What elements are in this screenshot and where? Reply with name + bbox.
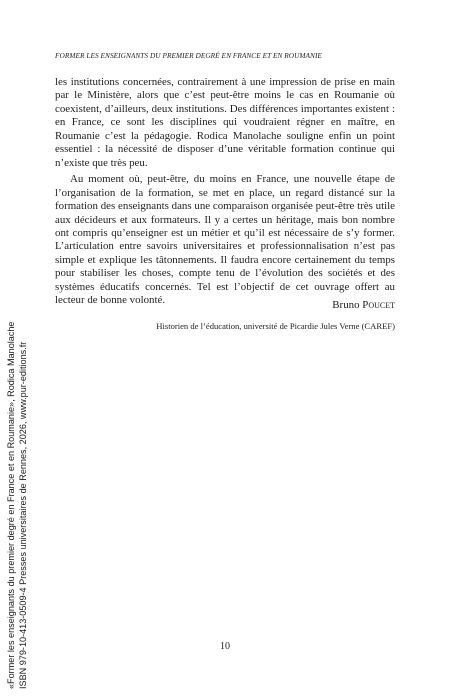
- copyright-notice: [6, 322, 29, 690]
- paragraph-2: Au moment où, peut-être, du moins en France, une nouvelle étape de l’organisation de la formation, se met en place, un regard distancé sur la formation des enseignants dans une comparaison organisée peut-être très utile aux décideurs et aux formateurs. Il y a certes un héritage, mais bon nombre ont compris qu’enseigner est un métier et qu’il est nécessaire de s’y former. L’articulation entre savoirs universitaires et professionnalisation n’est pas simple et explique les tâtonnements. Il faudra encore certainement du temps pour stabiliser les choses, compte tenu de l’évolution des sociétés et des systèmes éducatifs concernés. Tel est l’objectif de cet ouvrage offert au lecteur de bonne volonté.: [55, 173, 395, 307]
- author-signature: [332, 299, 395, 311]
- author-last-name: Poucet: [362, 299, 395, 311]
- page-number: 10: [220, 641, 230, 652]
- body-text: [55, 76, 395, 308]
- author-first-name: Bruno: [332, 299, 360, 311]
- author-affiliation: Historien de l’éducation, université de Picardie Jules Verne (CAREF): [156, 321, 395, 331]
- running-head: FORMER LES ENSEIGNANTS DU PREMIER DEGRÉ EN FRANCE ET EN ROUMANIE: [55, 51, 322, 60]
- copyright-notice-line-2: ISBN 979-10-413-0509-4 Presses universitaires de Rennes, 2026, www.pur-editions.fr: [17, 341, 28, 689]
- copyright-notice-line-1: «Former les enseignants du premier degré en France et en Roumanie», Rodica Manolache: [6, 321, 16, 689]
- paragraph-1: les institutions concernées, contrairement à une impression de prise en main par le Ministère, alors que c’est peut-être moins le cas en Roumanie où coexistent, d’ailleurs, deux institutions. Des différences importantes existent : en France, ce sont les disciplines qui voudraient régner en maître, en Roumanie c’est la pédagogie. Rodica Manolache souligne enfin un point essentiel : la nécessité de disposer d’une véritable formation continue qui n’existe que très peu.: [55, 76, 395, 169]
